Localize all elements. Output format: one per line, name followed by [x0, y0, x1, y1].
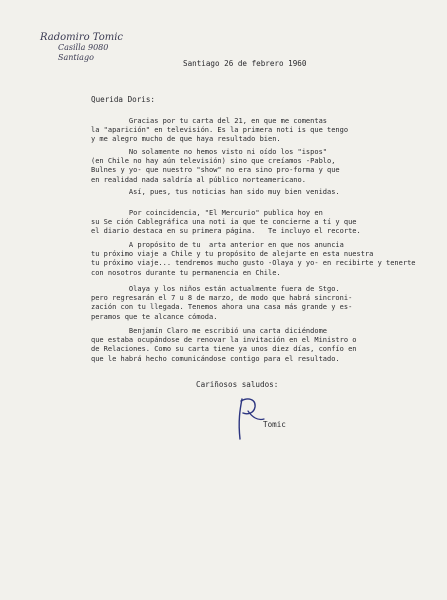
- paragraph: No solamente no hemos visto ni oído los "ispos" (en Chile no hay aún televisión) sino que creíamos -Pablo, Bulnes y yo- que nuestro "show" no era sino pro-forma y que en realidad nada saldría al público norteamericano.: [91, 148, 340, 184]
- letterhead-address: Casilla 9080: [58, 43, 109, 52]
- letterhead-city: Santiago: [58, 53, 94, 62]
- letterhead-name: Radomiro Tomic: [40, 32, 123, 43]
- signature-name: Tomic: [263, 420, 286, 429]
- paragraph: Gracias por tu carta del 21, en que me comentas la "aparición" en televisión. Es la primera noti is que tengo y me alegro mucho de que haya resultado bien.: [91, 117, 349, 144]
- letter-date: Santiago 26 de febrero 1960: [183, 59, 307, 68]
- paragraph: Así, pues, tus noticias han sido muy bien venidas.: [91, 188, 340, 196]
- paragraph: Por coincidencia, "El Mercurio" publica hoy en su Se ción Cablegráfica una noti ia que te concierne a tí y que el diario destaca en su primera página. Te incluyo el recorte.: [91, 209, 361, 236]
- paragraph: Benjamín Claro me escribió una carta diciéndome que estaba ocupándose de renovar la invitación en el Ministro o de Relaciones. Como su carta tiene ya unos diez días, confío en que le habrá hecho comunicándose contigo para el resultado.: [91, 327, 357, 363]
- greeting: Querida Doris:: [91, 95, 156, 104]
- closing: Cariñosos saludos:: [196, 380, 279, 389]
- paragraph: A propósito de tu arta anterior en que nos anuncia tu próximo viaje a Chile y tu propósito de alejarte en esta nuestra tu próximo viaje... tendremos mucho gusto -Olaya y yo- en recibirte y tenerte con nosotros durante tu permanencia en Chile.: [91, 241, 416, 277]
- letterhead: [40, 32, 160, 63]
- handwritten-signature: [228, 395, 268, 443]
- paragraph: Olaya y los niños están actualmente fuera de Stgo. pero regresarán el 7 u 8 de marzo, de modo que habrá sincroni- zación con tu llegada. Tenemos ahora una casa más grande y es- peramos que te alcance cómoda.: [91, 285, 353, 321]
